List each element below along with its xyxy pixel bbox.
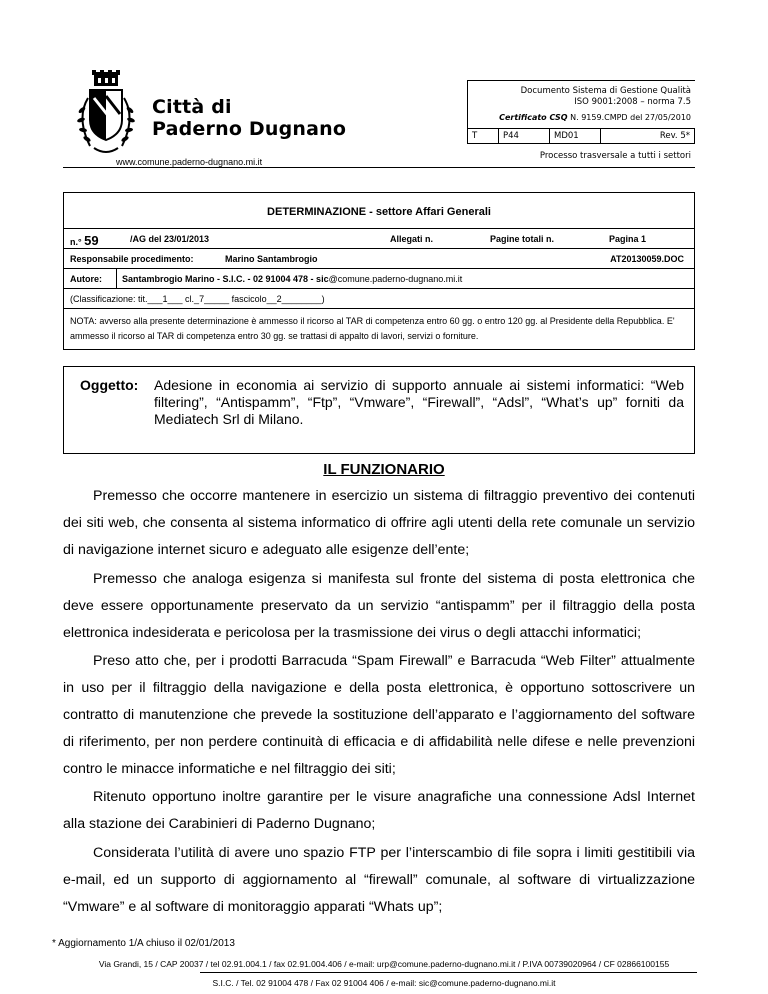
responsabile-label: Responsabile procedimento:	[70, 254, 194, 264]
ag-date: /AG del 23/01/2013	[130, 234, 210, 244]
quality-box	[467, 80, 695, 172]
code-cell: MD01	[550, 129, 601, 144]
oggetto-box	[63, 366, 695, 454]
code-cell: T	[468, 129, 499, 144]
det-title: DETERMINAZIONE - settore Affari Generali	[267, 206, 491, 218]
quality-codes-table	[467, 128, 695, 144]
doc-code: AT20130059.DOC	[610, 254, 684, 264]
oggetto-label: Oggetto:	[80, 377, 139, 393]
det-title-row	[64, 193, 694, 229]
footer-divider	[200, 972, 697, 973]
oggetto-text: Adesione in economia ai servizio di supporto annuale ai sistemi informatici: “Web filtering”, “Antispamm”, “Ftp”, “Vmware”, “Firewall”, “Adsl”, “What’s up” forniti da Mediatech Srl di Milano.	[154, 377, 684, 427]
paragraph-5: Considerata l’utilità di avere uno spazio FTP per l’interscambio di file sopra i limiti gestitibili via e-mail, ed un supporto di aggiornamento al “firewall” comunale, al software di virtualizzazione “Vmware” e al software di monitoraggio apparati “Whats up”;	[63, 845, 695, 915]
footer-address: Via Grandi, 15 / CAP 20037 / tel 02.91.004.1 / fax 02.91.004.406 / e-mail: urp@comune.paderno-dugnano.mi.it / P.IVA 00739020964 / CF 02866100155	[98, 959, 670, 969]
nota-text: NOTA: avverso alla presente determinazione è ammesso il ricorso al TAR di competenza entro 60 gg. o entro 120 gg. al Presidente della Repubblica. E' ammesso il ricorso al TAR di competenza entro 30 gg. se trattasi di appalto di lavori, servizi o forniture.	[70, 316, 675, 341]
autore-value: Santambrogio Marino - S.I.C. - 02 91004 478 - sic@comune.paderno-dugnano.mi.it	[122, 274, 463, 284]
header-divider	[63, 167, 695, 168]
city-name-line2: Paderno Dugnano	[152, 118, 347, 140]
certificate-label: Certificato CSQ	[499, 113, 568, 122]
city-name	[152, 96, 346, 140]
quality-certificate	[499, 113, 691, 122]
footer-sic: S.I.C. / Tel. 02 91004 478 / Fax 02 91004 406 / e-mail: sic@comune.paderno-dugnano.mi.it	[212, 978, 556, 988]
determinazione-box	[63, 192, 695, 350]
code-cell: Rev. 5*	[601, 129, 695, 144]
city-crest-logo	[70, 68, 142, 160]
pagine-totali-label: Pagine totali n.	[490, 234, 555, 244]
number-value: 59	[84, 233, 99, 248]
certificate-text: N. 9159.CMPD del 27/05/2010	[567, 113, 691, 122]
city-name-line1: Città di	[152, 96, 232, 118]
footnote: * Aggiornamento 1/A chiuso il 02/01/2013	[52, 938, 235, 949]
det-autore-row	[64, 269, 694, 289]
quality-line2: ISO 9001:2008 – norma 7.5	[574, 97, 691, 107]
paragraph-2: Premesso che analoga esigenza si manifesta sul fronte del sistema di posta elettronica che deve essere opportunamente preservato da un servizio “antispamm” per il filtraggio della posta elettronica indesiderata e pericolosa per la trasmissione dei virus o degli attacchi informatici;	[63, 571, 695, 641]
paragraph-1: Premesso che occorre mantenere in esercizio un sistema di filtraggio preventivo dei contenuti dei siti web, che consenta al sistema informatico di offrire agli utenti della rete comunale un servizio di navigazione internet sicuro e adeguato alle esigenze dell’ente;	[63, 488, 695, 558]
det-number-row	[64, 229, 694, 249]
paragraph-3: Preso atto che, per i prodotti Barracuda “Spam Firewall” e Barracuda “Web Filter” attualmente in uso per il filtraggio della navigazione e della posta elettronica, è opportuno sottoscrivere un contratto di manutenzione che prevede la sostituzione dell’apparato e l’aggiornamento del software di riferimento, per non perdere continuità di efficacia e di affidabilità nelle difese e nelle prevenzioni contro le minacce informatiche e nel filtraggio dei siti;	[63, 653, 695, 777]
code-cell: P44	[499, 129, 550, 144]
det-resp-row	[64, 249, 694, 269]
autore-label: Autore:	[70, 274, 102, 284]
classificazione: (Classificazione: tit.___1___ cl._7_____ fascicolo__2________)	[70, 294, 325, 304]
website-url: www.comune.paderno-dugnano.mi.it	[116, 157, 263, 167]
allegati-label: Allegati n.	[390, 234, 434, 244]
number-label: n.° 59	[70, 233, 99, 248]
quality-process: Processo trasversale a tutti i settori	[539, 151, 691, 161]
section-heading: IL FUNZIONARIO	[323, 461, 445, 478]
pagina-label: Pagina 1	[609, 234, 647, 244]
responsabile-value: Marino Santambrogio	[225, 254, 318, 264]
det-class-row	[64, 289, 694, 309]
paragraph-4: Ritenuto opportuno inoltre garantire per le visure anagrafiche una connessione Adsl Internet alla stazione dei Carabinieri di Paderno Dugnano;	[63, 789, 695, 832]
quality-line1: Documento Sistema di Gestione Qualità	[520, 86, 691, 96]
